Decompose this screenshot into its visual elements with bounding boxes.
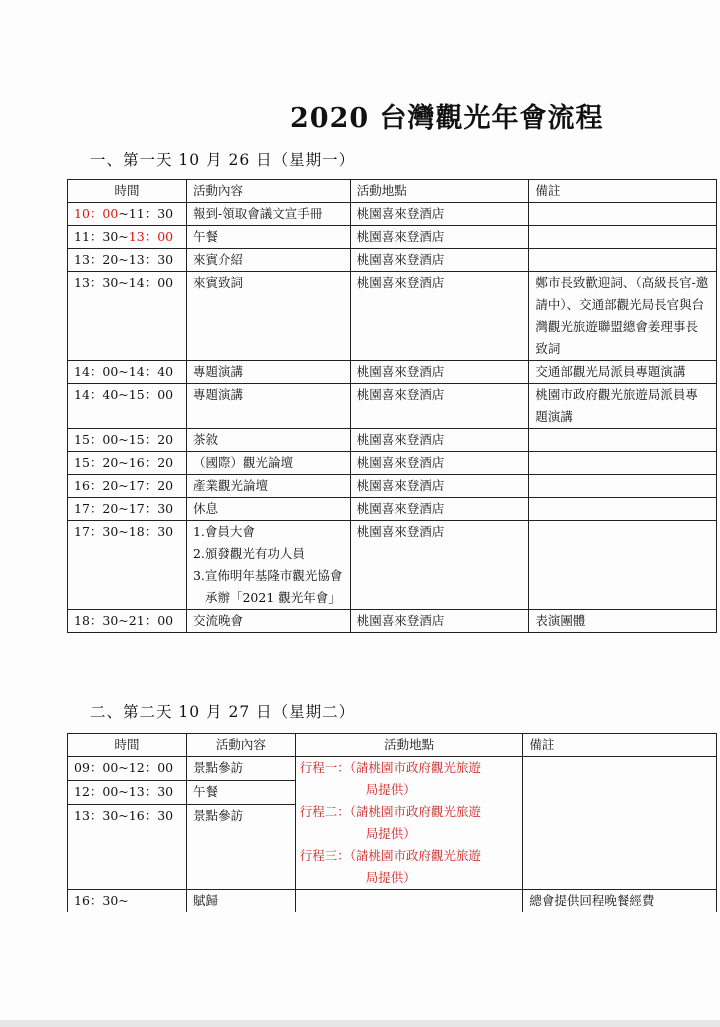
day1-heading: 一、第一天 10 月 26 日（星期一） bbox=[90, 151, 356, 169]
table-row bbox=[68, 226, 717, 249]
table-row bbox=[68, 384, 717, 429]
note-cell: 總會提供回程晚餐經費 bbox=[523, 890, 717, 913]
header-location: 活動地點 bbox=[295, 734, 523, 757]
trip-text-cont: 局提供） bbox=[365, 870, 416, 885]
time-cell: 09：00~12：00 bbox=[68, 757, 187, 781]
location-cell: 桃園喜來登酒店 bbox=[350, 475, 529, 498]
activity-cell: 交流晚會 bbox=[186, 610, 350, 633]
trip-label: 行程二： bbox=[299, 804, 350, 819]
note-cell bbox=[529, 429, 717, 452]
time-cell bbox=[68, 226, 187, 249]
list-item: 1.會員大會 bbox=[192, 524, 255, 539]
table-row bbox=[68, 249, 717, 272]
trip-label: 行程一： bbox=[299, 760, 350, 775]
note-cell: 表演團體 bbox=[529, 610, 717, 633]
time-start: 10：00 bbox=[74, 206, 119, 221]
list-item: 2.頒發觀光有功人員 bbox=[192, 546, 305, 561]
activity-cell: （國際）觀光論壇 bbox=[186, 452, 350, 475]
table-row bbox=[68, 498, 717, 521]
location-cell: 桃園喜來登酒店 bbox=[350, 249, 529, 272]
table-header-row bbox=[68, 180, 717, 203]
note-cell bbox=[529, 226, 717, 249]
time-end: ~11：30 bbox=[118, 206, 174, 221]
note-cell bbox=[529, 249, 717, 272]
table-header-row bbox=[68, 734, 717, 757]
page-bottom-bar bbox=[0, 1020, 720, 1027]
location-cell: 桃園喜來登酒店 bbox=[350, 429, 529, 452]
activity-cell: 景點參訪 bbox=[186, 757, 295, 781]
note-cell bbox=[523, 757, 717, 890]
time-cell: 13：30~16：30 bbox=[68, 805, 187, 890]
note-cell bbox=[529, 498, 717, 521]
activity-cell: 來賓致詞 bbox=[186, 272, 350, 361]
table-row bbox=[68, 361, 717, 384]
table-row bbox=[68, 757, 717, 781]
location-cell: 桃園喜來登酒店 bbox=[350, 361, 529, 384]
location-cell: 桃園喜來登酒店 bbox=[350, 498, 529, 521]
trip-text: （請桃園市政府觀光旅遊 bbox=[349, 804, 482, 819]
trip-option bbox=[300, 757, 517, 801]
header-time: 時間 bbox=[68, 180, 187, 203]
trip-text-cont: 局提供） bbox=[365, 782, 416, 797]
time-cell: 16：30~ bbox=[68, 890, 187, 913]
time-cell: 17：30~18：30 bbox=[68, 521, 187, 610]
location-cell: 桃園喜來登酒店 bbox=[350, 203, 529, 226]
activity-cell: 報到-領取會議文宣手冊 bbox=[186, 203, 350, 226]
trip-label: 行程三： bbox=[299, 848, 350, 863]
note-cell: 桃園市政府觀光旅遊局派員專題演講 bbox=[529, 384, 717, 429]
time-end: 13：00 bbox=[128, 229, 174, 244]
header-note: 備註 bbox=[529, 180, 717, 203]
trip-options-cell bbox=[295, 757, 523, 890]
header-time: 時間 bbox=[68, 734, 187, 757]
time-cell: 14：40~15：00 bbox=[68, 384, 187, 429]
day2-heading: 二、第二天 10 月 27 日（星期二） bbox=[90, 703, 356, 721]
table-row bbox=[68, 429, 717, 452]
location-cell: 桃園喜來登酒店 bbox=[350, 272, 529, 361]
location-cell: 桃園喜來登酒店 bbox=[350, 384, 529, 429]
time-cell: 18：30~21：00 bbox=[68, 610, 187, 633]
table-row bbox=[68, 272, 717, 361]
header-location: 活動地點 bbox=[350, 180, 529, 203]
time-cell: 13：20~13：30 bbox=[68, 249, 187, 272]
time-cell: 16：20~17：20 bbox=[68, 475, 187, 498]
note-cell bbox=[529, 452, 717, 475]
activity-cell: 產業觀光論壇 bbox=[186, 475, 350, 498]
table-row bbox=[68, 475, 717, 498]
trip-text: （請桃園市政府觀光旅遊 bbox=[349, 760, 482, 775]
header-activity: 活動內容 bbox=[186, 180, 350, 203]
trip-option bbox=[300, 801, 517, 845]
table-row bbox=[68, 452, 717, 475]
header-activity: 活動內容 bbox=[186, 734, 295, 757]
header-note: 備註 bbox=[523, 734, 717, 757]
activity-cell: 來賓介紹 bbox=[186, 249, 350, 272]
activity-cell: 休息 bbox=[186, 498, 350, 521]
trip-text-cont: 局提供） bbox=[365, 826, 416, 841]
activity-cell: 茶敘 bbox=[186, 429, 350, 452]
note-cell: 鄭市長致歡迎詞、（高級長官-邀請中）、交通部觀光局長官與台灣觀光旅遊聯盟總會姜理事長致詞 bbox=[529, 272, 717, 361]
activity-cell: 專題演講 bbox=[186, 384, 350, 429]
activity-cell: 景點參訪 bbox=[186, 805, 295, 890]
activity-list bbox=[193, 521, 344, 609]
table-row bbox=[68, 203, 717, 226]
location-cell: 桃園喜來登酒店 bbox=[350, 610, 529, 633]
table-row bbox=[68, 521, 717, 610]
activity-cell: 專題演講 bbox=[186, 361, 350, 384]
time-cell: 12：00~13：30 bbox=[68, 781, 187, 805]
time-cell: 14：00~14：40 bbox=[68, 361, 187, 384]
location-cell: 桃園喜來登酒店 bbox=[350, 226, 529, 249]
activity-cell: 午餐 bbox=[186, 781, 295, 805]
activity-cell: 午餐 bbox=[186, 226, 350, 249]
page-title: 2020 台灣觀光年會流程 bbox=[290, 103, 604, 134]
table-row bbox=[68, 610, 717, 633]
time-start: 11：30~ bbox=[74, 229, 129, 244]
activity-cell: 賦歸 bbox=[186, 890, 295, 913]
time-cell bbox=[68, 203, 187, 226]
table-row bbox=[68, 890, 717, 913]
trip-option bbox=[300, 845, 517, 889]
time-cell: 17：20~17：30 bbox=[68, 498, 187, 521]
day1-schedule-table bbox=[67, 179, 717, 633]
time-cell: 15：20~16：20 bbox=[68, 452, 187, 475]
day2-schedule-table bbox=[67, 733, 717, 912]
location-cell: 桃園喜來登酒店 bbox=[350, 521, 529, 610]
note-cell: 交通部觀光局派員專題演講 bbox=[529, 361, 717, 384]
location-cell bbox=[295, 890, 523, 913]
trip-text: （請桃園市政府觀光旅遊 bbox=[349, 848, 482, 863]
note-cell bbox=[529, 475, 717, 498]
location-cell: 桃園喜來登酒店 bbox=[350, 452, 529, 475]
note-cell bbox=[529, 521, 717, 610]
list-item: 3.宣佈明年基隆市觀光協會承辦「2021 觀光年會」 bbox=[192, 568, 343, 605]
note-cell bbox=[529, 203, 717, 226]
activity-cell bbox=[186, 521, 350, 610]
time-cell: 13：30~14：00 bbox=[68, 272, 187, 361]
time-cell: 15：00~15：20 bbox=[68, 429, 187, 452]
